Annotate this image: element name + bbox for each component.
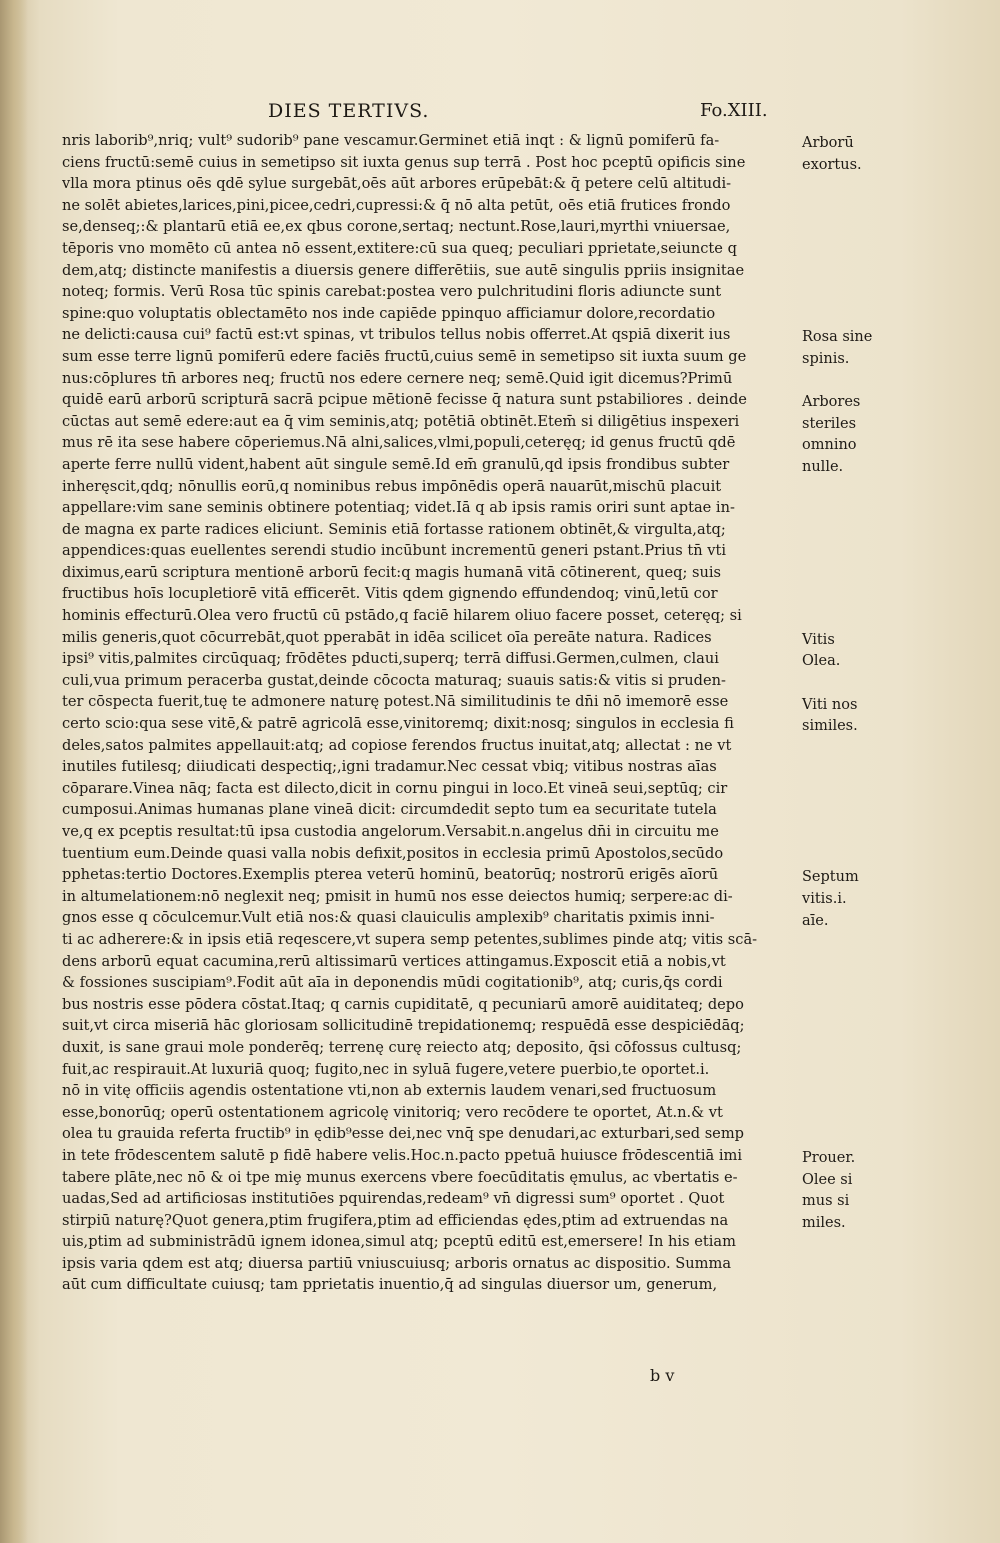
text-line: culi,vua primum peracerba gustat,deinde cōcocta maturaq; suauis satis:& vitis si pruden- bbox=[62, 671, 726, 689]
text-line: vlla mora ptinus oēs qdē sylue surgebāt,oēs aūt arbores erūpebāt:& q̄ petere celū altitudi- bbox=[62, 175, 732, 193]
margin-note-line: Viti nos bbox=[802, 696, 858, 713]
text-line: ne delicti:causa cui⁹ factū est:vt spinas, vt tribulos tellus nobis offerret.At qspiā dixerit ius bbox=[62, 326, 731, 344]
text-line: appendices:quas euellentes serendi studio incūbunt incrementū generi pstant.Prius tn̄ vti bbox=[62, 542, 727, 560]
text-line: uadas,Sed ad artificiosas institutiōes pquirendas,redeam⁹ vn̄ digressi sum⁹ oportet . Quot bbox=[62, 1190, 725, 1208]
text-line: esse,bonorūq; operū ostentationem agricolę vinitoriq; vero recōdere te oportet, At.n.& vt bbox=[62, 1103, 723, 1121]
margin-note-line: vitis.i. bbox=[802, 890, 847, 907]
margin-note bbox=[802, 867, 922, 932]
binding-gutter bbox=[0, 0, 28, 1543]
signature-mark: b v bbox=[650, 1366, 675, 1385]
margin-note bbox=[802, 133, 922, 176]
text-line: aperte ferre nullū vident,habent aūt singule semē.Id em̄ granulū,qd ipsis frondibus subter bbox=[62, 455, 730, 473]
margin-note bbox=[802, 630, 922, 673]
text-line: cūctas aut semē edere:aut ea q̄ vim seminis,atq; potētiā obtinēt.Etem̄ si diligētius inspexeri bbox=[62, 412, 740, 430]
main-text-block bbox=[62, 130, 804, 1296]
margin-note-line: Arbores bbox=[802, 394, 861, 411]
folio-number: Fo.XIII. bbox=[700, 100, 768, 121]
margin-note-line: nulle. bbox=[802, 458, 844, 475]
text-line: tuentium eum.Deinde quasi valla nobis defixit,positos in ecclesia primū Apostolos,secūdo bbox=[62, 844, 724, 862]
text-line: se,denseq;:& plantarū etiā ee,ex qbus corone,sertaq; nectunt.Rose,lauri,myrthi vniuersae, bbox=[62, 218, 731, 236]
text-line: appellare:vim sane seminis obtinere potentiaq; videt.Iā q ab ipsis ramis oriri sunt aptae in- bbox=[62, 499, 735, 517]
text-line: ipsi⁹ vitis,palmites circūquaq; frōdētes pducti,superq; terrā diffusi.Germen,culmen, claui bbox=[62, 650, 719, 668]
margin-note bbox=[802, 695, 922, 738]
margin-note-line: Prouer. bbox=[802, 1150, 856, 1167]
text-line: & fossiones suscipiam⁹.Fodit aūt aīa in deponendis mūdi cogitationib⁹, atq; curis,q̄s cordi bbox=[62, 974, 723, 992]
text-line: in altumelationem:nō neglexit neq; pmisit in humū nos esse deiectos humiq; serpere:ac di- bbox=[62, 887, 733, 905]
margin-note-line: Septum bbox=[802, 869, 859, 886]
text-line: uis,ptim ad subministrādū ignem idonea,simul atq; pceptū editū est,emersere! In his etiam bbox=[62, 1233, 736, 1251]
text-line: dens arborū equat cacumina,rerū altissimarū vertices attingamus.Exposcit etiā a nobis,vt bbox=[62, 952, 726, 970]
text-line: ter cōspecta fuerit,tuę te admonere naturę potest.Nā similitudinis te dn̄i nō imemorē esse bbox=[62, 693, 729, 711]
text-line: tabere plāte,nec nō & oi tpe miȩ munus exercens vbere foecūditatis ęmulus, ac vbertatis e- bbox=[62, 1168, 738, 1186]
text-line: nris laborib⁹,nriq; vult⁹ sudorib⁹ pane vescamur.Germinet etiā inqt : & lignū pomiferū fa- bbox=[62, 132, 720, 149]
text-line: spine:quo voluptatis oblectamēto nos inde capiēde ppinquo afficiamur dolore,recordatio bbox=[62, 304, 716, 322]
margin-note-line: Olea. bbox=[802, 653, 841, 670]
text-line: ipsis varia qdem est atq; diuersa partiū vniuscuiusq; arboris ornatus ac dispositio. Summa bbox=[62, 1254, 732, 1272]
text-line: inheręscit,qdq; nōnullis eorū,q nominibus rebus impōnēdis operā nauarūt,mischū placuit bbox=[62, 477, 722, 495]
text-line: cumposui.Animas humanas plane vineā dicit: circumdedit septo tum ea securitate tutela bbox=[62, 801, 717, 819]
text-line: deles,satos palmites appellauit:atq; ad copiose ferendos fructus inuitat,atq; allectat : ne vt bbox=[62, 736, 732, 754]
margin-note bbox=[802, 327, 922, 370]
margin-note bbox=[802, 1148, 922, 1234]
text-line: fuit,ac respirauit.At luxuriā quoq; fugito,nec in syluā fugere,vetere puerbio,te oportet.i. bbox=[62, 1060, 710, 1078]
text-line: certo scio:qua sese vitē,& patrē agricolā esse,vinitoremq; dixit:nosq; singulos in ecclesia fi bbox=[62, 715, 734, 733]
margin-note-line: Rosa sine bbox=[802, 329, 873, 346]
margin-note-line: spinis. bbox=[802, 350, 850, 367]
margin-note-line: exortus. bbox=[802, 156, 862, 173]
text-line: cōparare.Vinea nāq; facta est dilecto,dicit in cornu pingui in loco.Et vineā seui,septūq; cir bbox=[62, 779, 728, 797]
text-line: quidē earū arborū scripturā sacrā pcipue mētionē fecisse q̄ natura sunt pstabiliores . deinde bbox=[62, 391, 747, 409]
text-line: pphetas:tertio Doctores.Exemplis pterea veterū hominū, beatorūq; nostrorū erigēs aīorū bbox=[62, 866, 719, 884]
text-line: ti ac adherere:& in ipsis etiā reqescere,vt supera semp petentes,sublimes pinde atq; vitis scā- bbox=[62, 930, 758, 948]
margin-note-line: steriles bbox=[802, 415, 857, 432]
text-line: gnos esse q cōculcemur.Vult etiā nos:& quasi clauiculis amplexib⁹ charitatis pximis inni- bbox=[62, 909, 715, 927]
text-line: ve,q ex pceptis resultat:tū ipsa custodia angelorum.Versabit.n.angelus dn̄i in circuitu me bbox=[62, 823, 719, 840]
text-line: olea tu grauida referta fructib⁹ in ędib⁹esse dei,nec vnq̄ spe denudari,ac exturbari,sed semp bbox=[62, 1125, 745, 1143]
margin-note-line: mus si bbox=[802, 1193, 850, 1210]
text-line: de magna ex parte radices eliciunt. Seminis etiā fortasse rationem obtinēt,& virgulta,atq; bbox=[62, 520, 726, 538]
text-line: bus nostris esse pōdera cōstat.Itaq; q carnis cupiditatē, q pecuniarū amorē auiditateq; depo bbox=[62, 995, 744, 1013]
margin-note-line: aīe. bbox=[802, 912, 829, 929]
text-line: milis generis,quot cōcurrebāt,quot pperabāt in idēa scilicet oīa pereāte natura. Radices bbox=[62, 628, 712, 646]
text-line: nus:cōplures tn̄ arbores neq; fructū nos edere cernere neq; semē.Quid igit dicemus?Primū bbox=[62, 369, 733, 387]
margin-note bbox=[802, 392, 922, 478]
text-line: sum esse terre lignū pomiferū edere faciēs fructū,cuius semē in semetipso sit iuxta suum ge bbox=[62, 347, 747, 365]
text-line: stirpiū naturę?Quot genera,ptim frugifera,ptim ad efficiendas ędes,ptim ad extruendas na bbox=[62, 1211, 729, 1229]
text-line: in tete frōdescentem salutē p fidē habere velis.Hoc.n.pacto ppetuā huiusce frōdescentiā imi bbox=[62, 1146, 743, 1164]
text-line: hominis effecturū.Olea vero fructū cū pstādo,q faciē hilarem oliuo facere posset, ceteręq; si bbox=[62, 607, 742, 625]
margin-note-line: Olee si bbox=[802, 1171, 853, 1188]
margin-note-line: Arborū bbox=[802, 135, 854, 151]
text-line: ciens fructū:semē cuius in semetipso sit iuxta genus sup terrā . Post hoc pceptū opificis sine bbox=[62, 153, 746, 171]
text-line: inutiles futilesq; diiudicati despectiq;,igni tradamur.Nec cessat vbiq; vitibus nostras aīas bbox=[62, 758, 717, 776]
margin-note-line: omnino bbox=[802, 437, 857, 454]
text-line: mus rē ita sese habere cōperiemus.Nā alni,salices,vlmi,populi,ceteręq; id genus fructū qdē bbox=[62, 434, 736, 452]
margin-note-line: similes. bbox=[802, 718, 858, 735]
page-header bbox=[0, 100, 1000, 130]
text-line: diximus,earū scriptura mentionē arborū fecit:q magis humanā vitā cōtinerent, queq; suis bbox=[62, 563, 722, 581]
margin-note-line: miles. bbox=[802, 1214, 846, 1231]
margin-note-line: Vitis bbox=[802, 631, 835, 648]
text-line: fructibus hoīs locupletiorē vitā efficerēt. Vitis qdem gignendo effundendoq; vinū,letū cor bbox=[62, 585, 718, 603]
text-line: duxit, is sane graui mole ponderēq; terrenę curę reiecto atq; deposito, q̄si cōfossus cultusq; bbox=[62, 1038, 742, 1056]
running-head: DIES TERTIVS. bbox=[268, 100, 430, 122]
text-line: suit,vt circa miseriā hāc gloriosam sollicitudinē trepidationemq; respuēdā esse despiciēdāq; bbox=[62, 1017, 745, 1035]
text-line: tēporis vno momēto cū antea nō essent,extitere:cū sua queq; peculiari pprietate,seiuncte q bbox=[62, 239, 737, 257]
text-line: noteq; formis. Verū Rosa tūc spinis carebat:postea vero pulchritudini floris adiuncte sunt bbox=[62, 283, 722, 301]
text-line: dem,atq; distincte manifestis a diuersis genere differētiis, sue autē singulis ppriis insignitae bbox=[62, 261, 745, 279]
text-line: nō in vitę officiis agendis ostentatione vti,non ab externis laudem venari,sed fructuosum bbox=[62, 1082, 717, 1100]
text-line: aūt cum difficultate cuiusq; tam pprietatis inuentio,q̄ ad singulas diuersor um, generum, bbox=[62, 1276, 718, 1294]
text-line: ne solēt abietes,larices,pini,picee,cedri,cupressi:& q̄ nō alta petūt, oēs etiā frutices frondo bbox=[62, 196, 731, 214]
